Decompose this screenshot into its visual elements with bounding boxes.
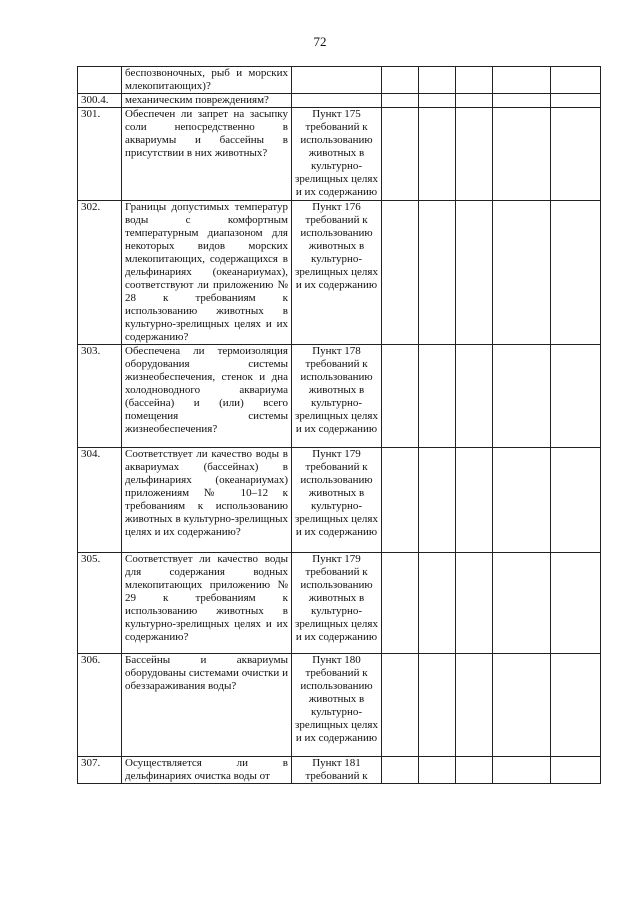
row-number: 307. [78,757,122,784]
comment-cell[interactable] [551,448,601,553]
comment-cell[interactable] [551,67,601,94]
table-row [78,757,601,784]
answer-no-cell[interactable] [419,94,456,108]
row-number: 305. [78,553,122,654]
row-number [78,67,122,94]
table-row [78,345,601,448]
note-cell[interactable] [493,108,551,201]
checklist-table [77,66,601,784]
answer-yes-cell[interactable] [382,654,419,757]
row-number: 300.4. [78,94,122,108]
answer-na-cell[interactable] [456,108,493,201]
note-cell[interactable] [493,94,551,108]
row-number: 306. [78,654,122,757]
requirement-question: Обеспечена ли термоизоляция оборудования системы жизнеобеспечения, стенок и дна холодноводного аквариума (бассейна) и (или) всего помещения системы жизнеобеспечения? [122,345,292,448]
answer-na-cell[interactable] [456,94,493,108]
answer-yes-cell[interactable] [382,67,419,94]
table-row [78,67,601,94]
answer-na-cell[interactable] [456,201,493,345]
answer-no-cell[interactable] [419,201,456,345]
answer-no-cell[interactable] [419,67,456,94]
requirement-question: Соответствует ли качество воды в аквариумах (бассейнах) в дельфинариях (океанариумах) приложениям № 10–12 к требованиям к использованию животных в культурно-зрелищных целях и их содержанию? [122,448,292,553]
answer-na-cell[interactable] [456,654,493,757]
legal-reference: Пункт 180 требований к использованию животных в культурно-зрелищных целях и их содержанию [292,654,382,757]
table-row [78,448,601,553]
requirement-question: беспозвоночных, рыб и морских млекопитающих)? [122,67,292,94]
answer-yes-cell[interactable] [382,553,419,654]
note-cell[interactable] [493,448,551,553]
answer-na-cell[interactable] [456,757,493,784]
table-row [78,94,601,108]
answer-no-cell[interactable] [419,757,456,784]
requirement-question: Бассейны и аквариумы оборудованы системами очистки и обеззараживания воды? [122,654,292,757]
table-row [78,654,601,757]
answer-no-cell[interactable] [419,108,456,201]
answer-na-cell[interactable] [456,553,493,654]
note-cell[interactable] [493,553,551,654]
answer-yes-cell[interactable] [382,448,419,553]
row-number: 302. [78,201,122,345]
requirement-question: Осуществляется ли в дельфинариях очистка воды от [122,757,292,784]
legal-reference: Пункт 176 требований к использованию животных в культурно-зрелищных целях и их содержанию [292,201,382,345]
page-number: 72 [313,34,327,49]
answer-yes-cell[interactable] [382,757,419,784]
note-cell[interactable] [493,654,551,757]
comment-cell[interactable] [551,654,601,757]
legal-reference [292,67,382,94]
legal-reference: Пункт 181 требований к [292,757,382,784]
answer-no-cell[interactable] [419,345,456,448]
note-cell[interactable] [493,757,551,784]
legal-reference [292,94,382,108]
table-row [78,201,601,345]
row-number: 303. [78,345,122,448]
comment-cell[interactable] [551,757,601,784]
note-cell[interactable] [493,67,551,94]
answer-no-cell[interactable] [419,654,456,757]
legal-reference: Пункт 179 требований к использованию животных в культурно-зрелищных целях и их содержанию [292,448,382,553]
requirement-question: Границы допустимых температур воды с комфортным температурным диапазоном для некоторых видов морских млекопитающих, содержащихся в дельфинариях (океанариумах), соответствуют ли приложению № 28 к требованиям к использованию животных в культурно-зрелищных целях и их содержанию? [122,201,292,345]
note-cell[interactable] [493,345,551,448]
table-row [78,553,601,654]
answer-na-cell[interactable] [456,448,493,553]
comment-cell[interactable] [551,345,601,448]
legal-reference: Пункт 175 требований к использованию животных в культурно-зрелищных целях и их содержанию [292,108,382,201]
table-row [78,108,601,201]
answer-yes-cell[interactable] [382,345,419,448]
answer-no-cell[interactable] [419,553,456,654]
legal-reference: Пункт 178 требований к использованию животных в культурно-зрелищных целях и их содержанию [292,345,382,448]
answer-no-cell[interactable] [419,448,456,553]
answer-yes-cell[interactable] [382,108,419,201]
answer-na-cell[interactable] [456,67,493,94]
note-cell[interactable] [493,201,551,345]
comment-cell[interactable] [551,553,601,654]
legal-reference: Пункт 179 требований к использованию животных в культурно-зрелищных целях и их содержанию [292,553,382,654]
answer-na-cell[interactable] [456,345,493,448]
requirement-question: Обеспечен ли запрет на засыпку соли непосредственно в аквариумы и бассейны в присутствии в них животных? [122,108,292,201]
comment-cell[interactable] [551,94,601,108]
comment-cell[interactable] [551,108,601,201]
answer-yes-cell[interactable] [382,201,419,345]
requirement-question: Соответствует ли качество воды для содержания водных млекопитающих приложению № 29 к требованиям к использованию животных в культурно-зрелищных целях и их содержанию? [122,553,292,654]
row-number: 304. [78,448,122,553]
row-number: 301. [78,108,122,201]
requirement-question: механическим повреждениям? [122,94,292,108]
answer-yes-cell[interactable] [382,94,419,108]
comment-cell[interactable] [551,201,601,345]
